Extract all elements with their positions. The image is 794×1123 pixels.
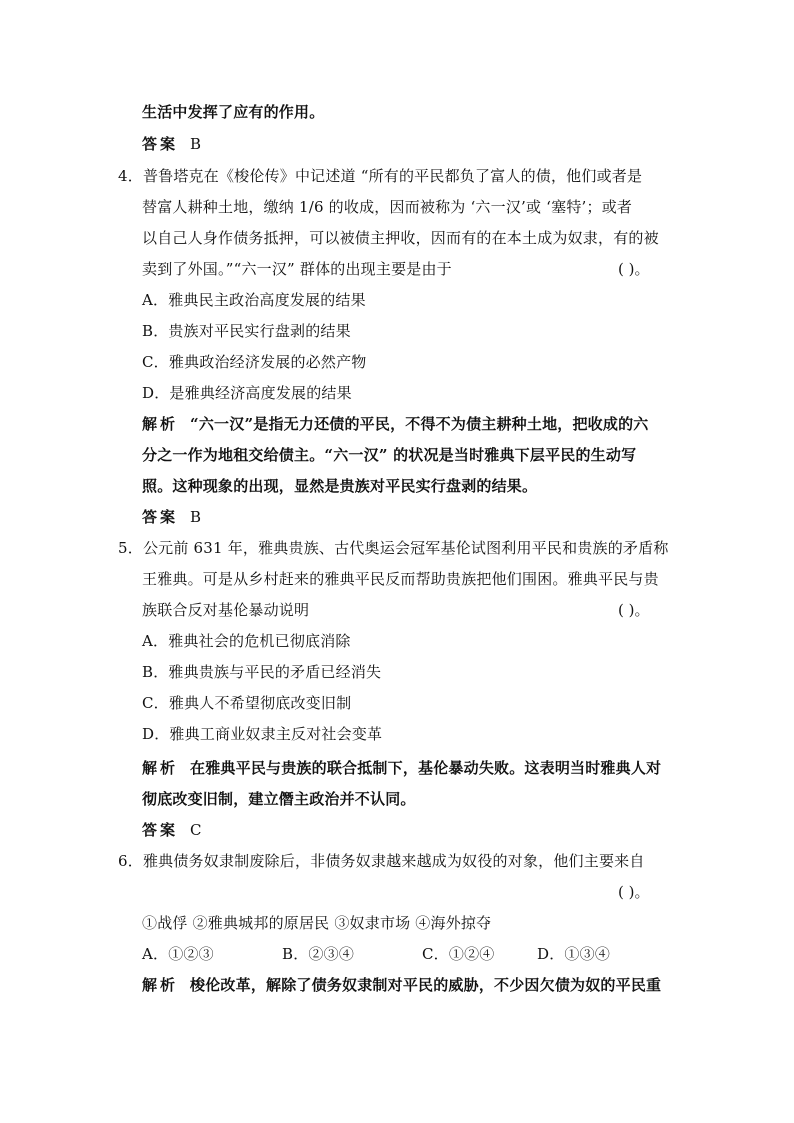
q4-answer-blank: ( )。 xyxy=(618,260,650,278)
q5-option-c: C．雅典人不希望彻底改变旧制 xyxy=(142,694,352,712)
q5-option-a: A．雅典社会的危机已彻底消除 xyxy=(142,632,351,650)
analysis-label: 解析 xyxy=(142,415,179,433)
q4-analysis-line-1 xyxy=(142,414,648,434)
q5-answer xyxy=(142,820,202,840)
analysis-text: 在雅典平民与贵族的联合抵制下，基伦暴动失败。这表明当时雅典人对 xyxy=(190,759,662,777)
q4-stem-line-4: 卖到了外国。”“六一汉” 群体的出现主要是由于 xyxy=(142,260,452,278)
q4-analysis-line-2: 分之一作为地租交给债主。“六一汉” 的状况是当时雅典下层平民的生动写 xyxy=(142,446,637,464)
q6-answer-blank: ( )。 xyxy=(618,883,650,901)
prev-answer xyxy=(142,134,201,154)
q6-options-row xyxy=(142,944,610,964)
q4-option-c: C．雅典政治经济发展的必然产物 xyxy=(142,353,367,371)
q4-option-a: A．雅典民主政治高度发展的结果 xyxy=(142,291,366,309)
q5-analysis-line-2: 彻底改变旧制，建立僭主政治并不认同。 xyxy=(142,790,416,808)
q4-stem-line-1: 4．普鲁塔克在《梭伦传》中记述道 “所有的平民都负了富人的债，他们或者是 xyxy=(118,167,643,185)
prev-analysis-tail: 生活中发挥了应有的作用。 xyxy=(142,103,325,121)
q6-analysis-line-1 xyxy=(142,975,661,995)
q5-option-b: B．雅典贵族与平民的矛盾已经消失 xyxy=(142,663,382,681)
analysis-text: “六一汉”是指无力还债的平民，不得不为债主耕种土地，把收成的六 xyxy=(190,415,649,433)
q4-analysis-line-3: 照。这种现象的出现，显然是贵族对平民实行盘剥的结果。 xyxy=(142,477,538,495)
answer-value: B xyxy=(190,135,202,153)
answer-label: 答案 xyxy=(142,821,179,839)
analysis-label: 解析 xyxy=(142,976,179,994)
q5-stem-line-2: 王雅典。可是从乡村赶来的雅典平民反而帮助贵族把他们围困。雅典平民与贵 xyxy=(142,570,659,588)
q6-option-c: C．①②④ xyxy=(422,945,495,963)
answer-label: 答案 xyxy=(142,135,179,153)
q6-option-d: D．①③④ xyxy=(537,945,611,963)
q5-option-d: D．雅典工商业奴隶主反对社会变革 xyxy=(142,725,383,743)
q4-option-d: D．是雅典经济高度发展的结果 xyxy=(142,384,352,402)
q6-stem-line-1: 6．雅典债务奴隶制废除后，非债务奴隶越来越成为奴役的对象，他们主要来自 xyxy=(118,852,645,870)
answer-label: 答案 xyxy=(142,508,179,526)
q5-answer-blank: ( )。 xyxy=(618,601,650,619)
q5-analysis-line-1 xyxy=(142,758,661,778)
q4-stem-line-3: 以自己人身作债务抵押，可以被债主押收，因而有的在本土成为奴隶，有的被 xyxy=(142,229,659,247)
q5-stem-line-1: 5．公元前 631 年，雅典贵族、古代奥运会冠军基伦试图利用平民和贵族的矛盾称 xyxy=(118,539,669,557)
answer-value: C xyxy=(190,821,202,839)
q6-option-a: A．①②③ xyxy=(142,945,214,963)
q5-stem-line-3: 族联合反对基伦暴动说明 xyxy=(142,601,310,619)
q4-stem-line-2: 替富人耕种土地，缴纳 1/6 的收成，因而被称为 ‘六一汉’或 ‘塞特’；或者 xyxy=(142,198,633,216)
q4-answer xyxy=(142,507,201,527)
q6-choices: ①战俘 ②雅典城邦的原居民 ③奴隶市场 ④海外掠夺 xyxy=(142,914,492,932)
analysis-label: 解析 xyxy=(142,759,179,777)
q4-option-b: B．贵族对平民实行盘剥的结果 xyxy=(142,322,351,340)
analysis-text: 梭伦改革，解除了债务奴隶制对平民的威胁，不少因欠债为奴的平民重 xyxy=(190,976,662,994)
q6-option-b: B．②③④ xyxy=(282,945,355,963)
answer-value: B xyxy=(190,508,202,526)
